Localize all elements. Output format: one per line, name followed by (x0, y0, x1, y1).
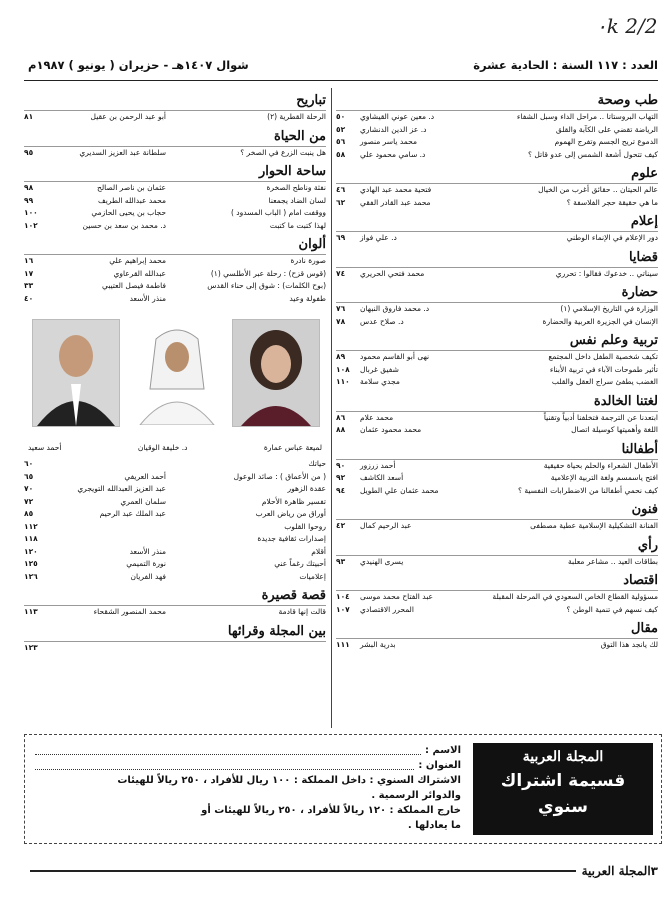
contents-entry (336, 556, 658, 569)
contents-section (336, 91, 658, 161)
entry-author: منذر الأسعد (129, 293, 166, 303)
entry-author: محمد فتحي الحريري (360, 268, 425, 278)
entry-title: سيناتي .. خدعوك فقالوا : تحرري (555, 268, 658, 278)
page-footer (24, 864, 658, 878)
entry-author: منذر الأسعد (129, 546, 166, 556)
portrait-photo-2 (134, 319, 220, 425)
entry-title: روحوا القلوب (284, 521, 326, 531)
entry-author: محمد علام (360, 412, 394, 422)
entry-author: د. علي فواز (360, 233, 397, 242)
section-title: رأي (336, 536, 658, 556)
entry-author: حجاب بن يحيى الحازمي (91, 208, 166, 217)
entry-page: ٦٢ (336, 197, 346, 207)
entry-page: ١١٠ (336, 377, 350, 386)
contents-entry (336, 136, 658, 149)
entry-author: نورة التميمي (126, 559, 166, 568)
rate-line-3: خارج المملكة : ١٢٠ ريالاً للأفراد ، ٢٥٠ ريالاً للهيئات أو (201, 805, 461, 816)
entry-author: أبو عبد الرحمن بن عقيل (90, 112, 166, 121)
contents-section (336, 536, 658, 569)
contents-entry (336, 111, 658, 124)
entry-page: ٦٥ (24, 471, 34, 481)
name-field[interactable] (35, 743, 421, 755)
section-title: ألوان (24, 235, 326, 255)
entry-author: عبد الرحيم كمال (360, 521, 412, 530)
contents-entry (24, 471, 326, 484)
entry-page: ٧٢ (24, 496, 34, 506)
contents-section (24, 458, 326, 583)
contents-entry (336, 460, 658, 473)
entry-author: عبد الملك عبد الرحيم (99, 509, 166, 518)
entry-author: محمد عثمان علي الطويل (360, 485, 439, 495)
contents-entry (336, 472, 658, 485)
entry-page: ١١٨ (24, 534, 38, 543)
entry-page: ١٧ (24, 268, 34, 278)
contents-section (336, 212, 658, 245)
rate-line-2: والدوائر الرسمية . (371, 790, 461, 801)
contents-entry (24, 195, 326, 208)
contents-entry (24, 546, 326, 559)
entry-author: فتحية محمد عبد الهادي (360, 185, 432, 194)
entry-title: (بوح الكلمات) : شوق إلى حناء القدس (207, 281, 326, 290)
rate-line-1: الاشتراك السنوي : داخل المملكة : ١٠٠ ريال للأفراد ، ٢٥٠ ريالاً للهيئات (117, 775, 461, 786)
contents-entry (24, 642, 326, 655)
issue-date: شوال ١٤٠٧هـ - حزيران ( يونيو ) ١٩٨٧م (28, 58, 249, 72)
entry-title: الفنانة التشكيلية الإسلامية عطية مصطفى (530, 521, 658, 530)
entry-page: ٩٤ (336, 485, 346, 495)
contents-section (336, 619, 658, 652)
section-title: فنون (336, 500, 658, 520)
entry-author: د. سامي محمود علي (360, 149, 426, 159)
contents-entry (24, 508, 326, 521)
entry-title: ووقفت امام ( الباب المسدود ) (230, 208, 326, 217)
section-title: من الحياة (24, 127, 326, 147)
entry-title: دور الإعلام في الإنماء الوطني (566, 233, 658, 242)
contents-section (336, 331, 658, 389)
entry-author: أحمد زرزور (360, 460, 396, 470)
handwritten-note: 2/2 ۰k (596, 14, 658, 38)
entry-page: ٣٣ (24, 281, 34, 290)
man-suit-portrait-icon (33, 320, 119, 426)
contents-entry (24, 533, 326, 546)
contents-entry (336, 351, 658, 364)
entry-title: قالت إنها قادمة (278, 607, 326, 616)
entry-title: أحبيتك رغماً عني (274, 559, 326, 568)
entry-title: عالم الحيتان .. حقائق أغرب من الخيال (538, 185, 658, 194)
photo-strip (24, 311, 326, 439)
contents-entry (336, 485, 658, 498)
entry-page: ٧٦ (336, 304, 346, 313)
entry-title: نفثة وناطح الصخرة (266, 183, 326, 192)
entry-author: محمد ياسر منصور (360, 137, 417, 146)
entry-title: طفولة وعيد (289, 293, 326, 303)
section-title: قصة قصيرة (24, 586, 326, 606)
entry-author: محمد المنصور الشقحاء (93, 607, 166, 616)
entry-author: المحرر الاقتصادي (360, 604, 414, 614)
section-title: أطفالنا (336, 440, 658, 460)
contents-entry (24, 293, 326, 306)
entry-title: عقدة الزهور (287, 484, 326, 493)
contents-entry (24, 458, 326, 471)
section-title: حضارة (336, 283, 658, 303)
promo-subtitle: سنوي (538, 797, 588, 817)
entry-title: الرحلة القطرية (٢) (267, 112, 326, 121)
entry-page: ٩٨ (24, 183, 34, 192)
entry-page: ٩٩ (24, 195, 34, 205)
contents-section (24, 91, 326, 124)
rate-line-4: ما يعادلها . (407, 820, 461, 831)
section-title: اقتصاد (336, 571, 658, 591)
subscription-coupon (24, 734, 662, 844)
contents-entry (24, 207, 326, 220)
entry-page: ٨٥ (24, 509, 34, 518)
contents-entry (336, 232, 658, 245)
entry-author: د. معين عوني القيشاوي (360, 112, 435, 121)
contents-entry (24, 268, 326, 281)
masthead (28, 52, 658, 78)
section-title: علوم (336, 164, 658, 184)
entry-page: ٤٦ (336, 185, 346, 194)
entry-author: مجدي سلامة (360, 377, 400, 386)
entry-page: ١٠٧ (336, 604, 350, 614)
section-title: قضايا (336, 248, 658, 268)
contents-entry (24, 255, 326, 268)
section-title: لغتنا الخالدة (336, 392, 658, 412)
entry-title: أقلام (311, 546, 326, 556)
entry-page: ١٢٣ (24, 642, 38, 652)
caption-2: د. خليفة الوقيان (137, 443, 188, 452)
entry-page: ٤٢ (336, 521, 346, 530)
contents-entry (24, 220, 326, 233)
entry-page: ١٠٨ (336, 364, 350, 374)
contents-entry (24, 483, 326, 496)
portrait-photo-3 (32, 319, 120, 427)
entry-page: ٩٢ (336, 473, 346, 482)
entry-page: ٨٨ (336, 425, 346, 434)
entry-page: ٤٠ (24, 293, 34, 303)
contents-section (336, 283, 658, 328)
entry-page: ١٢٠ (24, 546, 38, 556)
entry-page: ٥٠ (336, 112, 346, 121)
entry-page: ٨٦ (336, 412, 346, 422)
entry-page: ٧٤ (336, 268, 346, 278)
entry-author: شفيق غربال (360, 364, 399, 374)
entry-page: ٨١ (24, 112, 34, 121)
contents-entry (24, 182, 326, 195)
caption-1: لميعة عباس عمارة (263, 443, 322, 452)
entry-author: عبدالله القرعاوي (113, 268, 166, 278)
contents-section (24, 162, 326, 232)
contents-entry (24, 558, 326, 571)
entry-page: ١٠٢ (24, 220, 38, 230)
contents-entry (24, 111, 326, 124)
promo-brand: المجلة العربية (522, 749, 604, 765)
entry-page: ٥٢ (336, 124, 346, 134)
section-title: ساحة الحوار (24, 162, 326, 182)
entry-title: الأطفال الشعراء والحلم بحياة حقيقية (543, 460, 658, 470)
name-label: الاسم : (424, 745, 461, 756)
entry-page: ١١١ (336, 640, 350, 649)
contents-entry (336, 364, 658, 377)
footer-rule (30, 870, 576, 872)
woman-portrait-icon (233, 320, 319, 426)
contents-section (24, 586, 326, 619)
entry-page: ١٢٦ (24, 571, 38, 581)
entry-title: التهاب البروستاتا .. مراحل الداء وسبل الشفاء (516, 112, 658, 121)
contents-section (24, 622, 326, 655)
entry-author: فاطمة فيصل العتيبي (101, 281, 166, 290)
entry-title: اللغة وأهميتها كوسيلة اتصال (571, 425, 658, 434)
contents-entry (336, 268, 658, 281)
entry-title: الإنسان في الجزيرة العربية والحضارة (542, 316, 658, 326)
section-title: بين المجلة وقرائها (24, 622, 326, 642)
entry-page: ١٠٤ (336, 592, 350, 601)
contents-section (336, 392, 658, 437)
entry-page: ٧٨ (336, 316, 346, 326)
entry-page: ٨٩ (336, 352, 346, 361)
photo-captions (24, 443, 326, 452)
contents-section (336, 571, 658, 616)
entry-title: كيف نسهم في تنمية الوطن ؟ (566, 604, 658, 614)
entry-page: ٥٦ (336, 137, 346, 146)
column-divider (331, 88, 332, 728)
entry-title: ابتعدنا عن الترجمة فتخلفنا أدبياً وتقنياً (543, 412, 658, 422)
entry-author: سلطانة عبد العزيز السديري (79, 147, 166, 157)
entry-title: لك يانجد هذا التوق (600, 640, 658, 649)
entry-author: عبد العزيز العبدالله التويجري (77, 484, 166, 493)
entry-author: فهد الفريان (130, 571, 166, 581)
entry-author: محمد محمود عثمان (360, 425, 422, 434)
entry-author: د. محمد بن سعد بن حسين (82, 220, 166, 230)
entry-page: ٦٠ (24, 459, 34, 468)
contents-section (336, 248, 658, 281)
entry-title: صورة نادرة (290, 256, 326, 265)
entry-page: ٦٩ (336, 233, 346, 242)
footer-brand: المجلة العربية (581, 864, 651, 878)
address-field[interactable] (35, 758, 414, 770)
contents-entry (336, 591, 658, 604)
promo-title: قسيمة اشتراك (500, 771, 626, 791)
subscription-promo (473, 743, 653, 835)
entry-title: كيف تتحول أشعة الشمس إلى عدو قاتل ؟ (527, 149, 658, 159)
contents-entry (24, 280, 326, 293)
entry-title: كيف نحمي أطفالنا من الاضطرابات النفسية ؟ (517, 485, 658, 495)
entry-page: ٥٨ (336, 149, 346, 159)
entry-title: لسان الضاد يجمعنا (268, 195, 326, 205)
contents-entry (336, 639, 658, 652)
portrait-photo-1 (232, 319, 320, 427)
entry-author: د. صلاح عدس (360, 316, 404, 326)
left-top-sections (24, 91, 326, 305)
contents-entry (24, 147, 326, 160)
entry-title: تكيف شخصية الطفل داخل المجتمع (548, 352, 658, 361)
contents-entry (336, 604, 658, 617)
contents-entry (336, 197, 658, 210)
left-misc-list (24, 458, 326, 654)
caption-3: أحمد سعيد (28, 443, 62, 452)
entry-page: ٧٠ (24, 484, 34, 493)
contents-entry (336, 520, 658, 533)
entry-author: د. محمد فاروق النبهان (360, 304, 430, 313)
contents-section (336, 164, 658, 209)
contents-entry (336, 424, 658, 437)
entry-page: ٩٣ (336, 556, 346, 566)
entry-title: إصدارات ثقافية جديدة (257, 534, 326, 543)
issue-info: العدد : ١١٧ السنة : الحادية عشرة (473, 58, 658, 72)
entry-author: محمد عبدالله الطريف (98, 195, 166, 205)
contents-entry (336, 316, 658, 329)
contents-entry (336, 124, 658, 137)
contents-section (24, 127, 326, 160)
address-label: العنوان : (418, 760, 461, 771)
entry-page: ٩٠ (336, 460, 346, 470)
contents-entry (336, 303, 658, 316)
entry-author: محمد إبراهيم علي (109, 256, 166, 265)
entry-title: مسؤولية القطاع الخاص السعودي في المرحلة المقبلة (492, 592, 658, 601)
entry-title: الوزارة في التاريخ الإسلامي (١) (560, 304, 658, 313)
entry-title: الدموع تريح الجسم وتفرج الهموم (554, 137, 658, 146)
entry-title: تأثير طموحات الآباء في تربية الأبناء (549, 364, 658, 374)
left-column (24, 88, 326, 654)
man-keffiyeh-portrait-icon (134, 319, 220, 425)
contents-entry (24, 606, 326, 619)
section-title: تباريح (24, 91, 326, 111)
entry-page: ١١٣ (24, 607, 38, 616)
contents-entry (336, 412, 658, 425)
section-title: تربية وعلم نفس (336, 331, 658, 351)
entry-author: عبد الفتاح محمد موسى (360, 592, 433, 601)
entry-title: أوراق من رياض العرب (255, 509, 326, 518)
entry-title: (قوس قزح) : رحلة عبر الأطلسي (١) (210, 268, 326, 278)
entry-title: بطاقات العيد .. مشاعر معلبة (568, 556, 658, 566)
entry-page: ١٠٠ (24, 208, 38, 217)
entry-title: ( من الأعماق ) : صائد الوعول (233, 471, 326, 481)
section-title: طب وصحة (336, 91, 658, 111)
entry-author: نهى أبو القاسم محمود (360, 352, 430, 361)
entry-author: محمد عبد القادر الفقي (360, 197, 431, 207)
entry-author: يسرى الهنيدي (360, 556, 404, 566)
entry-author: أحمد العريفي (124, 471, 166, 481)
contents-entry (24, 496, 326, 509)
entry-title: تفسير ظاهرة الأحلام (261, 496, 326, 506)
contents-entry (336, 149, 658, 162)
contents-section (24, 235, 326, 305)
entry-author: عثمان بن ناصر الصالح (97, 183, 166, 192)
entry-title: لهذا كتبت ما كتبت (269, 220, 326, 230)
entry-title: هل ينبت الزرع في الصخر ؟ (240, 147, 326, 157)
entry-author: د. عز الدين الدنشاري (360, 124, 427, 134)
entry-page: ١٦ (24, 256, 34, 265)
entry-author: بدرية البشر (360, 640, 396, 649)
entry-page: ٩٥ (24, 147, 34, 157)
right-column (336, 88, 658, 652)
entry-title: افتح ياسمسم ولغة التربية الإعلامية (550, 473, 658, 482)
entry-author: أسعد الكاشف (360, 473, 404, 482)
entry-title: ما هي حقيقة حجر الفلاسفة ؟ (566, 197, 658, 207)
contents-entry (24, 521, 326, 534)
section-title: إعلام (336, 212, 658, 232)
masthead-rule (24, 80, 658, 81)
section-title: مقال (336, 619, 658, 639)
contents-entry (336, 184, 658, 197)
entry-title: إعلاميات (299, 571, 326, 581)
subscription-form (35, 743, 461, 833)
contents-entry (336, 376, 658, 389)
entry-title: الغضب يطفئ سراج العقل والقلب (551, 377, 658, 386)
entry-title: الرياضة تقضي على الكآبة والقلق (555, 124, 658, 134)
contents-entry (24, 571, 326, 584)
entry-author: سلمان العمري (120, 496, 166, 506)
entry-page: ١١٢ (24, 521, 38, 531)
entry-page: ١٢٥ (24, 559, 38, 568)
contents-section (336, 440, 658, 498)
entry-title: حياتك (308, 459, 326, 468)
page-number: ٣ (650, 864, 658, 878)
contents-section (336, 500, 658, 533)
